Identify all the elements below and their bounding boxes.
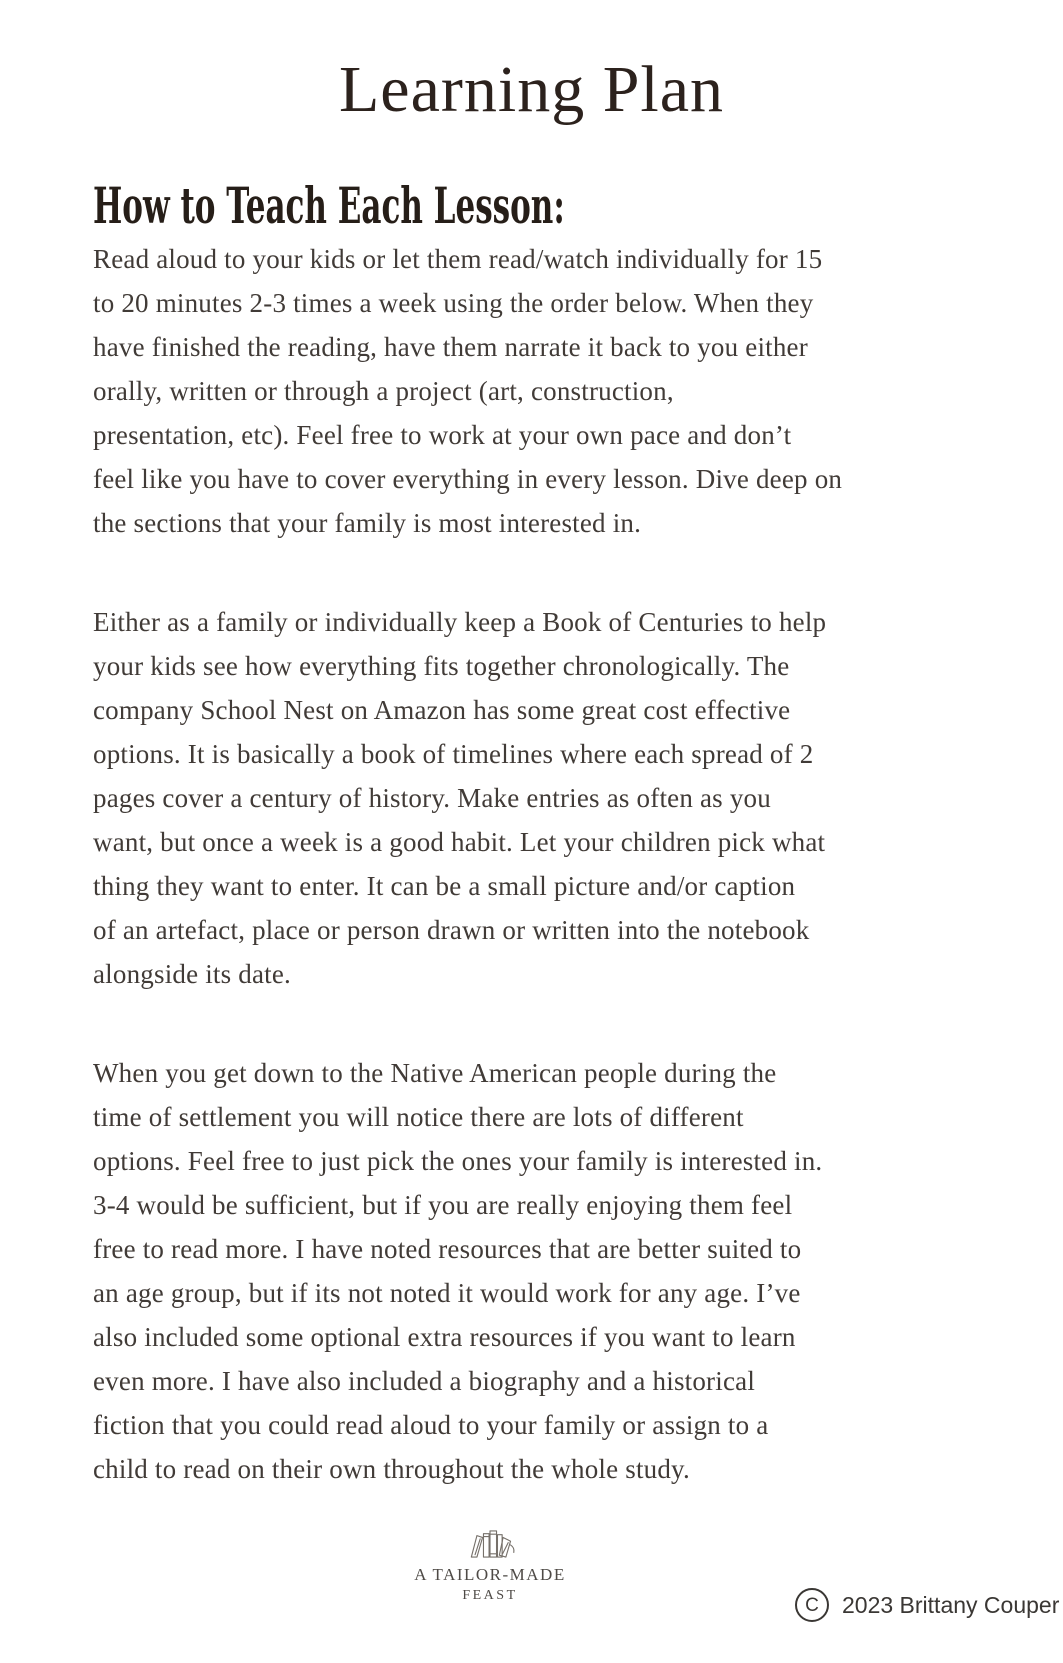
text-line: child to read on their own throughout the whole study. (93, 1454, 690, 1484)
page-title: Learning Plan (338, 53, 725, 126)
books-icon (462, 1526, 518, 1562)
text-line: free to read more. I have noted resources that are better suited to (93, 1234, 802, 1264)
text-line: also included some optional extra resources if you want to learn (93, 1322, 796, 1352)
brand-logo (405, 1526, 575, 1604)
text-line: feel like you have to cover everything in every lesson. Dive deep on (93, 464, 843, 494)
text-line: options. It is basically a book of timelines where each spread of 2 (93, 739, 814, 769)
logo-text-line1: A TAILOR-MADE (414, 1565, 566, 1584)
copyright-text: 2023 Brittany Couper (842, 1591, 1060, 1618)
paragraph-book-of-centuries (93, 600, 993, 996)
text-line: thing they want to enter. It can be a small picture and/or caption (93, 871, 796, 901)
copyright-icon: C (795, 1588, 829, 1622)
text-line: options. Feel free to just pick the ones your family is interested in. (93, 1146, 823, 1176)
text-line: to 20 minutes 2-3 times a week using the order below. When they (93, 288, 814, 318)
text-line: orally, written or through a project (art, construction, (93, 376, 674, 406)
text-line: the sections that your family is most interested in. (93, 508, 642, 538)
paragraph-how-to-teach (93, 237, 993, 545)
text-line: pages cover a century of history. Make entries as often as you (93, 783, 771, 813)
text-line: your kids see how everything fits together chronologically. The (93, 651, 790, 681)
section-heading: How to Teach Each Lesson: (93, 176, 565, 235)
paragraph-native-american-options (93, 1051, 993, 1491)
text-line: company School Nest on Amazon has some great cost effective (93, 695, 791, 725)
text-line: fiction that you could read aloud to your family or assign to a (93, 1410, 769, 1440)
copyright-notice (795, 1588, 1059, 1622)
text-line: 3-4 would be sufficient, but if you are really enjoying them feel (93, 1190, 793, 1220)
logo-text-line2: FEAST (462, 1588, 518, 1603)
text-line: an age group, but if its not noted it would work for any age. I’ve (93, 1278, 801, 1308)
text-line: want, but once a week is a good habit. Let your children pick what (93, 827, 826, 857)
text-line: have finished the reading, have them narrate it back to you either (93, 332, 808, 362)
text-line: of an artefact, place or person drawn or written into the notebook (93, 915, 810, 945)
body-text (93, 237, 993, 1491)
text-line: Read aloud to your kids or let them read/watch individually for 15 (93, 244, 823, 274)
text-line: presentation, etc). Feel free to work at your own pace and don’t (93, 420, 792, 450)
text-line: Either as a family or individually keep a Book of Centuries to help (93, 607, 827, 637)
text-line: even more. I have also included a biography and a historical (93, 1366, 756, 1396)
text-line: When you get down to the Native American people during the (93, 1058, 777, 1088)
text-line: alongside its date. (93, 959, 292, 989)
text-line: time of settlement you will notice there are lots of different (93, 1102, 744, 1132)
